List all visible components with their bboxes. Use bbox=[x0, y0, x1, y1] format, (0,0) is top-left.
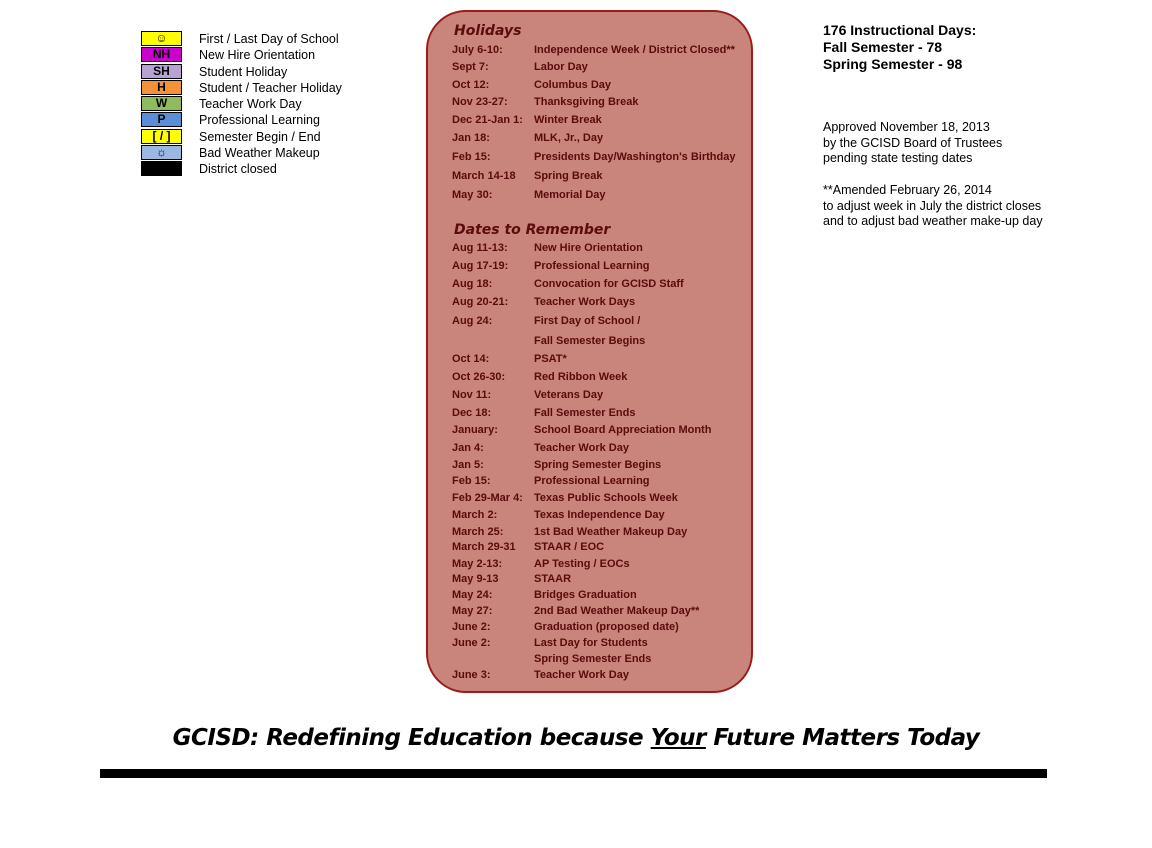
event-text: New Hire Orientation bbox=[534, 242, 643, 254]
event-text: Professional Learning bbox=[534, 475, 650, 487]
amendment-line: to adjust week in July the district closes bbox=[823, 198, 1042, 213]
legend-label: District closed bbox=[199, 162, 277, 177]
approval-note bbox=[823, 120, 1002, 167]
event-date: Feb 15: bbox=[452, 475, 491, 487]
legend-label: New Hire Orientation bbox=[199, 48, 316, 63]
legend-label: Student / Teacher Holiday bbox=[199, 80, 342, 95]
event-date: Jan 4: bbox=[452, 442, 484, 454]
event-text: Bridges Graduation bbox=[534, 589, 637, 601]
event-text: AP Testing / EOCs bbox=[534, 558, 630, 570]
event-text: 1st Bad Weather Makeup Day bbox=[534, 526, 688, 538]
summary-line: Fall Semester - 78 bbox=[823, 39, 943, 55]
event-text: Convocation for GCISD Staff bbox=[534, 278, 684, 290]
event-date: July 6-10: bbox=[452, 44, 503, 56]
event-date: Dec 21-Jan 1: bbox=[452, 114, 523, 126]
event-date: June 3: bbox=[452, 669, 491, 681]
event-text: Graduation (proposed date) bbox=[534, 621, 679, 633]
event-date: Oct 14: bbox=[452, 353, 490, 365]
event-text: School Board Appreciation Month bbox=[534, 424, 712, 436]
event-text: Last Day for Students bbox=[534, 637, 648, 649]
event-text: Texas Public Schools Week bbox=[534, 492, 678, 504]
event-text: First Day of School / bbox=[534, 315, 641, 327]
event-text: Winter Break bbox=[534, 114, 602, 126]
legend-swatch: P bbox=[141, 112, 182, 127]
event-text: Columbus Day bbox=[534, 79, 612, 91]
tagline bbox=[0, 725, 1152, 751]
legend-label: Professional Learning bbox=[199, 113, 320, 128]
event-text: Teacher Work Day bbox=[534, 442, 629, 454]
event-text: Texas Independence Day bbox=[534, 509, 665, 521]
legend-swatch: SH bbox=[141, 64, 182, 79]
event-date: May 27: bbox=[452, 605, 493, 617]
event-date: Sept 7: bbox=[452, 61, 489, 73]
event-text: Veterans Day bbox=[534, 389, 604, 401]
event-text: Labor Day bbox=[534, 61, 588, 73]
event-text: Teacher Work Days bbox=[534, 296, 636, 308]
event-text: Spring Semester Ends bbox=[534, 653, 652, 665]
event-date: January: bbox=[452, 424, 498, 436]
events-panel bbox=[426, 10, 753, 693]
event-text: Memorial Day bbox=[534, 189, 606, 201]
holidays-title: Holidays bbox=[454, 23, 522, 39]
event-text: Independence Week / District Closed** bbox=[534, 44, 735, 56]
legend-swatch: ☺ bbox=[141, 31, 182, 46]
event-date: Aug 11-13: bbox=[452, 242, 508, 254]
approval-line: pending state testing dates bbox=[823, 151, 973, 165]
event-date: Oct 26-30: bbox=[452, 371, 506, 383]
legend-label: Semester Begin / End bbox=[199, 129, 321, 144]
amendment-note bbox=[823, 183, 1043, 230]
legend-swatch: NH bbox=[141, 47, 182, 62]
event-date: Aug 18: bbox=[452, 278, 493, 290]
event-text: PSAT* bbox=[534, 353, 567, 365]
dates-title: Dates to Remember bbox=[454, 222, 611, 238]
legend-label: Teacher Work Day bbox=[199, 97, 302, 112]
event-date: Aug 20-21: bbox=[452, 296, 509, 308]
event-date: March 25: bbox=[452, 526, 504, 538]
instructional-days-summary bbox=[823, 22, 976, 73]
approval-line: Approved November 18, 2013 bbox=[823, 120, 990, 134]
event-date: Aug 17-19: bbox=[452, 260, 509, 272]
tagline-before: GCISD: Redefining Education because bbox=[172, 725, 651, 751]
legend-swatch: [ / ] bbox=[141, 129, 182, 144]
footer-rule bbox=[100, 769, 1047, 778]
event-text: Thanksgiving Break bbox=[534, 96, 639, 108]
legend-label: Student Holiday bbox=[199, 64, 288, 79]
event-date: May 2-13: bbox=[452, 558, 503, 570]
event-text: STAAR bbox=[534, 573, 572, 585]
approval-line: by the GCISD Board of Trustees bbox=[823, 135, 1003, 150]
tagline-after: Future Matters Today bbox=[705, 725, 980, 751]
event-date: May 24: bbox=[452, 589, 493, 601]
tagline-underlined: Your bbox=[650, 725, 706, 751]
event-text: Spring Break bbox=[534, 170, 603, 182]
legend-swatch: W bbox=[141, 96, 182, 111]
amendment-line: and to adjust bad weather make-up day bbox=[823, 214, 1043, 228]
summary-line: Spring Semester - 98 bbox=[823, 56, 963, 72]
event-date: Nov 11: bbox=[452, 389, 492, 401]
event-text: Spring Semester Begins bbox=[534, 459, 662, 471]
event-text: 2nd Bad Weather Makeup Day** bbox=[534, 605, 700, 617]
event-date: Jan 18: bbox=[452, 132, 490, 144]
legend-swatch: ☼ bbox=[141, 145, 182, 160]
summary-line: 176 Instructional Days: bbox=[823, 22, 977, 38]
event-text: Teacher Work Day bbox=[534, 669, 629, 681]
event-text: Fall Semester Begins bbox=[534, 335, 646, 347]
event-date: Nov 23-27: bbox=[452, 96, 508, 108]
event-text: MLK, Jr., Day bbox=[534, 132, 604, 144]
event-date: May 9-13 bbox=[452, 573, 499, 585]
event-date: Oct 12: bbox=[452, 79, 490, 91]
event-date: May 30: bbox=[452, 189, 493, 201]
event-date: March 2: bbox=[452, 509, 498, 521]
event-date: Feb 15: bbox=[452, 151, 491, 163]
event-date: Aug 24: bbox=[452, 315, 493, 327]
legend-label: Bad Weather Makeup bbox=[199, 146, 320, 161]
amendment-line: **Amended February 26, 2014 bbox=[823, 183, 992, 197]
event-text: Red Ribbon Week bbox=[534, 371, 628, 383]
event-text: Presidents Day/Washington's Birthday bbox=[534, 151, 736, 163]
legend-label: First / Last Day of School bbox=[199, 32, 339, 46]
event-text: Fall Semester Ends bbox=[534, 407, 636, 419]
event-date: Feb 29-Mar 4: bbox=[452, 492, 523, 504]
event-text: Professional Learning bbox=[534, 260, 650, 272]
legend-swatch: H bbox=[141, 80, 182, 95]
event-date: Jan 5: bbox=[452, 459, 484, 471]
event-text: STAAR / EOC bbox=[534, 541, 605, 553]
legend-swatch bbox=[141, 161, 182, 176]
event-date: March 29-31 bbox=[452, 541, 516, 553]
event-date: June 2: bbox=[452, 637, 491, 649]
event-date: March 14-18 bbox=[452, 170, 516, 182]
event-date: June 2: bbox=[452, 621, 491, 633]
event-date: Dec 18: bbox=[452, 407, 492, 419]
